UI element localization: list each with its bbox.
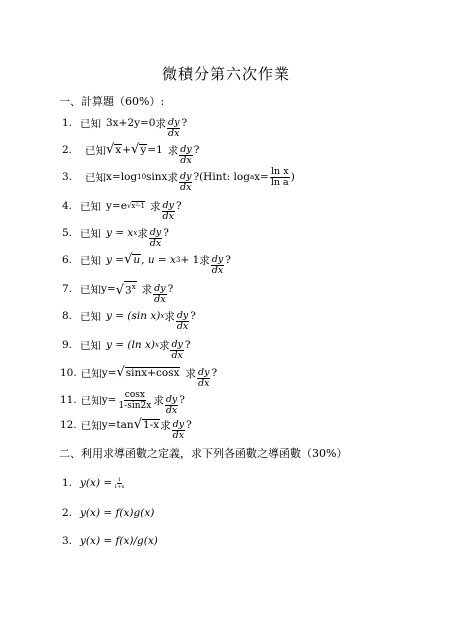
question-mark: ? (225, 254, 231, 266)
part2-item-2 (62, 500, 154, 526)
problem-number: 1. (62, 477, 73, 489)
sqrt-expression: √ sinx+cosx (116, 365, 180, 380)
question-mark: ? (184, 339, 191, 351)
derivative-fraction: $\frac{dy}{dx}$ (168, 116, 180, 139)
exponent: x (160, 312, 165, 320)
derivative-fraction: $\frac{dy}{dx}$ (149, 226, 162, 249)
problem-expression: 3x+2y=0 (106, 117, 156, 129)
problem-number: 9. (62, 339, 73, 351)
sqrt-expression: √ u (124, 252, 141, 267)
problem-expression-2: sinx (146, 171, 168, 183)
section-heading-2: 二、利用求導函數之定義，求下列各函數之導函數（30%） (59, 447, 348, 460)
problem-number: 2. (62, 507, 73, 519)
problem-expression: y= (101, 394, 117, 406)
problem-expression: y= (101, 367, 117, 379)
question-mark: ? (175, 200, 182, 212)
problem-expression: x=log (106, 171, 138, 183)
function-expression: y(x) = f(x)g(x) (80, 507, 155, 519)
problem-number: 10. (60, 367, 77, 379)
problem-11 (60, 385, 185, 415)
derivative-fraction: $\frac{dy}{dx}$ (176, 309, 189, 332)
find-label: 求 (167, 144, 179, 157)
log-base: 10 (137, 173, 147, 181)
problem-7 (62, 276, 174, 305)
question-mark: ? (193, 171, 200, 183)
known-label: 已知 (85, 171, 106, 184)
derivative-fraction: $\frac{dy}{dx}$ (165, 393, 178, 416)
find-label: 求 (199, 254, 210, 267)
known-label: 已知 (80, 339, 101, 352)
problem-number: 7. (62, 283, 73, 295)
problem-number: 3. (62, 535, 73, 547)
problem-expression: y = (sin x) (106, 310, 161, 322)
section-heading-1: 一、計算題（60%）: (59, 95, 165, 108)
sqrt-expression: √ y (131, 142, 147, 157)
find-label: 求 (153, 394, 164, 407)
known-label: 已知 (80, 310, 101, 323)
plus-sign: + (122, 144, 132, 156)
problem-number: 2. (62, 144, 73, 156)
derivative-fraction: $\frac{dy}{dx}$ (180, 143, 192, 166)
derivative-fraction: $\frac{dy}{dx}$ (179, 170, 192, 193)
exponent-root: √x²-1 (126, 202, 145, 210)
question-mark: ? (181, 117, 188, 129)
derivative-fraction: $\frac{dy}{dx}$ (211, 253, 224, 276)
derivative-fraction: $\frac{dy}{dx}$ (154, 282, 166, 305)
find-label: 求 (137, 227, 148, 240)
known-label: 已知 (80, 419, 102, 432)
exponent: 3 (175, 256, 181, 264)
problem-number: 5. (62, 227, 73, 239)
sqrt-expression: √ 1-x (133, 417, 160, 432)
find-label: 求 (155, 117, 166, 130)
function-expression: y(x) = f(x)/g(x) (80, 535, 158, 547)
derivative-fraction: $\frac{dy}{dx}$ (172, 418, 185, 441)
sqrt-expression: √ x (106, 142, 122, 157)
problem-number: 12. (60, 419, 77, 431)
problem-10 (60, 360, 218, 389)
question-mark: ? (186, 419, 192, 431)
exponent: x (133, 229, 138, 237)
problem-8 (62, 303, 196, 332)
problem-expression: y= (101, 283, 116, 295)
derivative-fraction: $\frac{dy}{dx}$ (197, 366, 210, 389)
known-label: 已知 (80, 367, 102, 380)
question-mark: ? (190, 310, 196, 322)
problem-number: 6. (62, 254, 73, 266)
hint-text-mid: x= (254, 171, 269, 183)
find-label: 求 (158, 339, 170, 352)
find-label: 求 (185, 367, 196, 380)
problem-number: 4. (62, 200, 73, 212)
problem-number: 3. (62, 171, 73, 183)
problem-expression: =1 (147, 144, 163, 156)
hint-text: (Hint: log (199, 171, 250, 183)
problem-expression: y=e (106, 200, 127, 212)
question-mark: ? (211, 367, 218, 379)
problem-number: 8. (62, 310, 73, 322)
problem-number: 11. (60, 394, 77, 406)
known-label: 已知 (80, 200, 101, 213)
problem-2 (62, 137, 200, 166)
exponent: x (154, 341, 159, 349)
problem-6 (62, 247, 231, 276)
question-mark: ? (179, 394, 185, 406)
find-label: 求 (164, 310, 175, 323)
find-label: 求 (141, 283, 153, 296)
known-label: 已知 (85, 144, 106, 157)
function-fraction: $\frac{1}{1+x}$ (114, 476, 125, 490)
find-label: 求 (167, 171, 178, 184)
question-mark: ? (163, 227, 169, 239)
function-expression: y(x) = (80, 477, 113, 489)
known-label: 已知 (80, 117, 101, 130)
question-mark: ? (167, 283, 174, 295)
problem-expression: y = x (106, 227, 134, 239)
problem-expression: y = (ln x) (106, 339, 155, 351)
problem-expression: y = (106, 254, 125, 266)
problem-1 (62, 110, 188, 139)
problem-expression: y=tan (101, 419, 134, 431)
question-mark: ? (193, 144, 200, 156)
problem-9 (62, 332, 191, 361)
problem-12 (60, 412, 192, 441)
known-label: 已知 (80, 283, 101, 296)
derivative-fraction: $\frac{dy}{dx}$ (171, 338, 183, 361)
known-label: 已知 (80, 394, 102, 407)
function-fraction: $\frac{\cos x}{1-\sin 2x}$ (118, 389, 152, 411)
problem-5 (62, 220, 169, 249)
part2-item-3 (62, 528, 158, 554)
hint-log-base: a (249, 173, 255, 181)
find-label: 求 (150, 200, 161, 213)
known-label: 已知 (80, 254, 101, 267)
hint-fraction: $\frac{\text{ln x}}{\text{ln a}}$ (270, 165, 289, 188)
sqrt-expression: √ 3$^x$ (115, 282, 136, 298)
known-label: 已知 (80, 227, 101, 240)
find-label: 求 (160, 419, 171, 432)
problem-4 (62, 193, 182, 222)
derivative-fraction: $\frac{dy}{dx}$ (162, 199, 174, 222)
problem-number: 1. (62, 117, 73, 129)
hint-close: ) (290, 171, 295, 183)
page-title: 微積分第六次作業 (161, 65, 290, 83)
part2-item-1 (62, 470, 126, 496)
problem-expression-3: + 1 (180, 254, 200, 266)
problem-expression-2: , u = x (141, 254, 176, 266)
problem-3 (62, 164, 295, 193)
